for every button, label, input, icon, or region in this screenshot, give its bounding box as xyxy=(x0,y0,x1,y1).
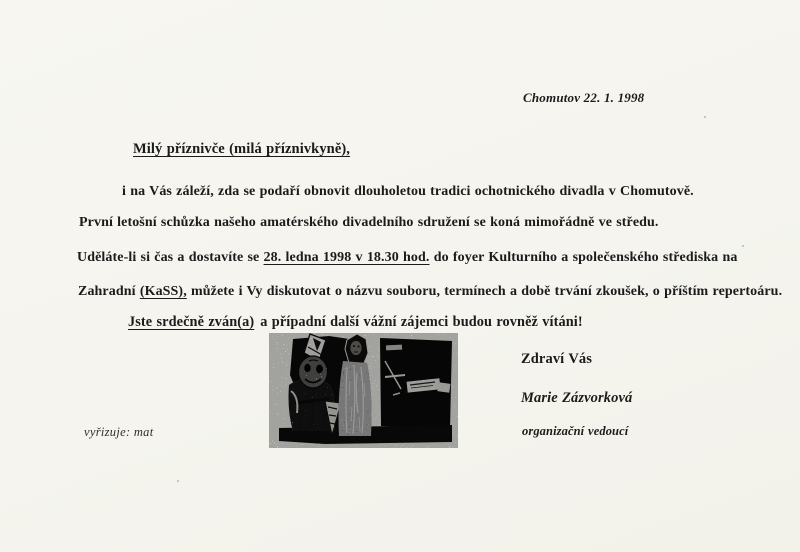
invite-datetime: 28. ledna 1998 v 18.30 hod. xyxy=(263,250,430,265)
invite-post-text: do foyer Kulturního a společenského střediska na xyxy=(429,250,738,265)
signature-role: organizační vedoucí xyxy=(522,424,629,438)
venue-pre-text: Zahradní xyxy=(78,284,140,299)
venue-post-text: můžete i Vy diskutovat o názvu souboru, termínech a době trvání zkoušek, o příštím repertoáru. xyxy=(186,284,783,299)
body-line-venue xyxy=(78,284,782,300)
welcome-underlined-text: Jste srdečně zván(a) xyxy=(128,314,255,330)
body-line-welcome xyxy=(128,314,583,331)
signature-name: Marie Zázvorková xyxy=(521,390,633,406)
photo-grain-overlay xyxy=(269,333,458,448)
invite-pre-text: Uděláte-li si čas a dostavíte se xyxy=(77,250,264,265)
salutation-line xyxy=(133,141,350,158)
signature-closing: Zdraví Vás xyxy=(521,351,593,367)
body-line-meeting: První letošní schůzka našeho amatérského divadelního sdružení se koná mimořádně ve středu. xyxy=(79,215,659,230)
scan-speck xyxy=(704,116,706,118)
handled-by-note: vyřizuje: mat xyxy=(84,425,154,439)
salutation-text: Milý příznivče (milá příznivkyně), xyxy=(133,141,351,157)
letter-date: Chomutov 22. 1. 1998 xyxy=(523,90,645,105)
welcome-post-text: a případní další vážní zájemci budou rovněž vítáni! xyxy=(260,314,583,330)
scan-speck xyxy=(742,245,744,247)
theatre-figures-photo xyxy=(269,333,458,448)
body-line-intro: i na Vás záleží, zda se podaří obnovit dlouholetou tradici ochotnického divadla v Chomutově. xyxy=(122,184,694,199)
scan-speck xyxy=(177,480,179,482)
venue-abbr: (KaSS), xyxy=(139,284,187,299)
body-line-invitation xyxy=(77,250,737,266)
